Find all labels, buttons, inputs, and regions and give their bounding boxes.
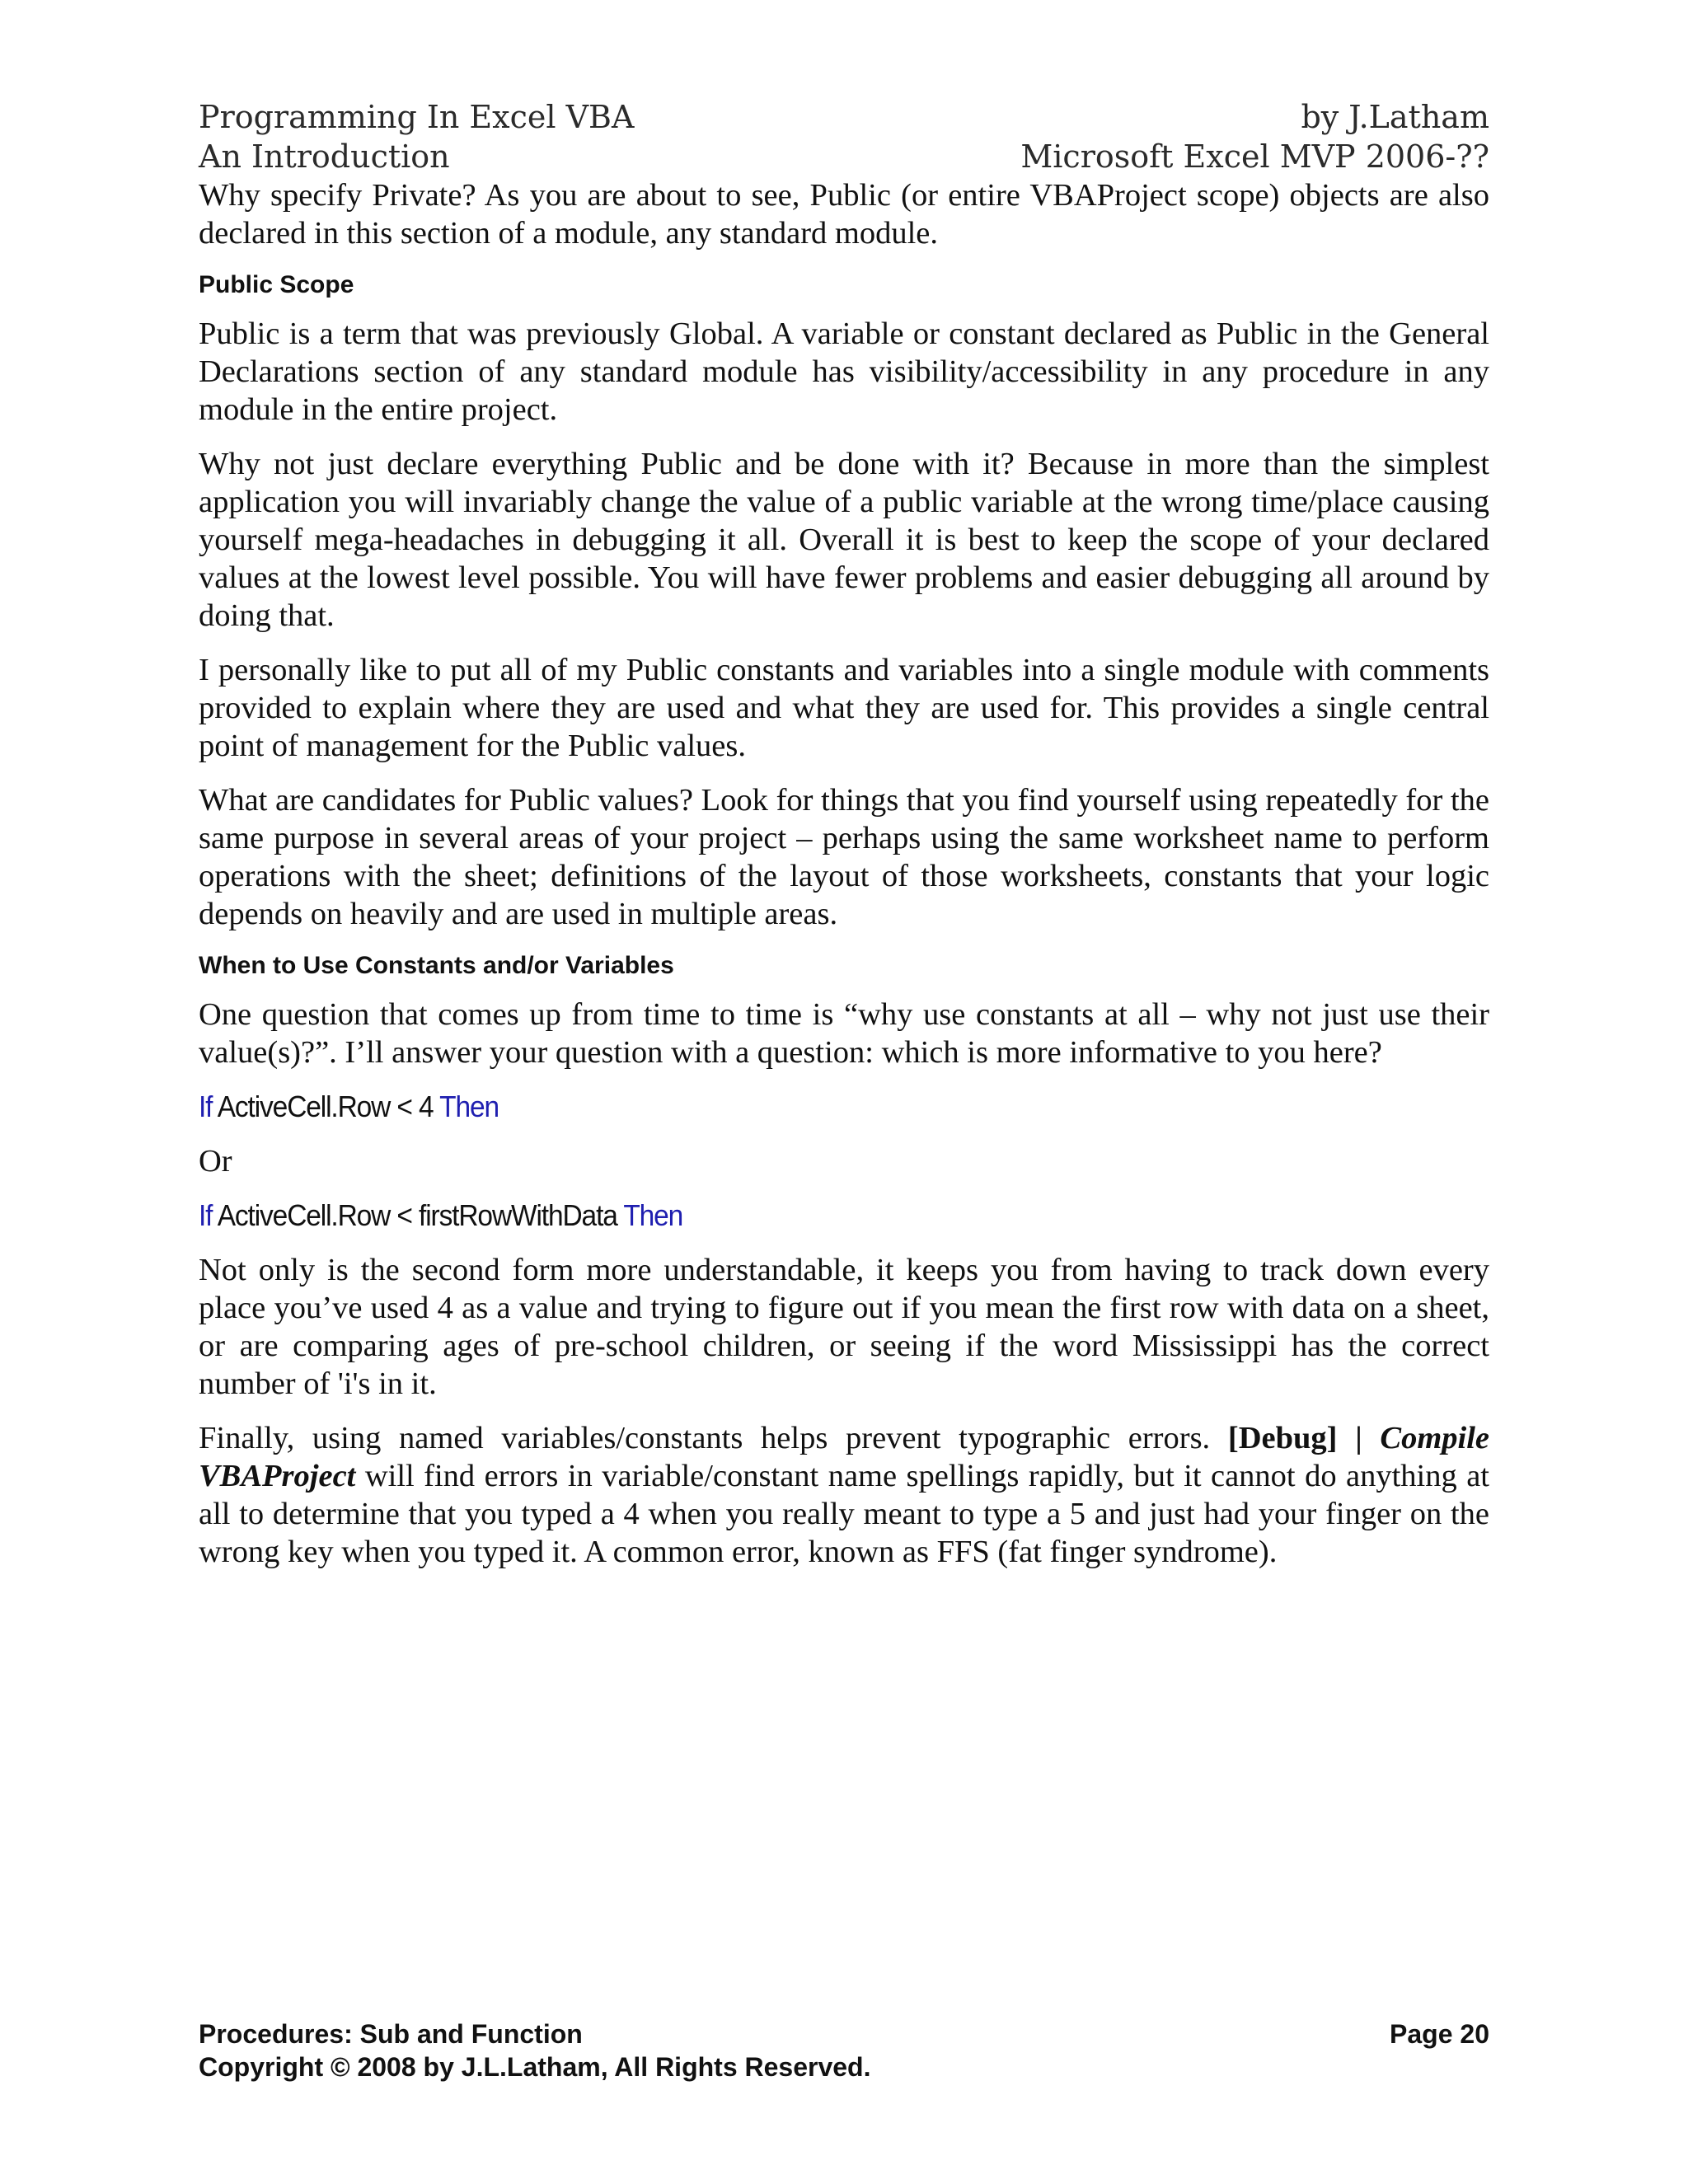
heading-when-to-use: When to Use Constants and/or Variables bbox=[199, 952, 674, 979]
paragraph-final bbox=[199, 1419, 1489, 1571]
final-lead-text: Finally, using named variables/constants helps prevent typographic errors. bbox=[199, 1421, 1228, 1455]
heading-public-scope: Public Scope bbox=[199, 271, 354, 298]
code-expression: ActiveCell.Row < firstRowWithData bbox=[212, 1198, 624, 1232]
footer-chapter: Procedures: Sub and Function bbox=[199, 2019, 583, 2049]
paragraph-when-2: Not only is the second form more understandable, it keeps you from having to track down every place you’ve used 4 as a value and trying to figure out if you mean the first row with data on a sheet, or are comparing ages of pre-school children, or seeing if the word Mississippi has the correct number of 'i's in it. bbox=[199, 1253, 1489, 1401]
compile-command-reference: Compile VBAProject bbox=[199, 1421, 1490, 1493]
code-keyword-then: Then bbox=[623, 1198, 683, 1232]
header-subtitle: An Introduction bbox=[199, 138, 450, 175]
paragraph-public-1: Public is a term that was previously Global. A variable or constant declared as Public in the General Declarations section of any standard module has visibility/accessibility in any procedure in any module in the entire project. bbox=[199, 316, 1489, 427]
or-text: Or bbox=[199, 1144, 232, 1179]
code-keyword-then: Then bbox=[439, 1090, 499, 1123]
page-footer bbox=[199, 2018, 1489, 2083]
code-example-2 bbox=[199, 1197, 1399, 1235]
paragraph-public-3: I personally like to put all of my Public constants and variables into a single module with comments provided to explain where they are used and what they are used for. This provides a single central point of management for the Public values. bbox=[199, 653, 1489, 763]
debug-menu-reference: [Debug] | bbox=[1227, 1421, 1381, 1455]
code-expression: ActiveCell.Row < 4 bbox=[212, 1090, 440, 1123]
footer-copyright: Copyright © 2008 by J.L.Latham, All Rights Reserved. bbox=[199, 2052, 871, 2082]
header-author: by J.Latham bbox=[1301, 99, 1489, 135]
header-credential: Microsoft Excel MVP 2006-?? bbox=[1020, 138, 1489, 175]
final-rest-text: will find errors in variable/constant name spellings rapidly, but it cannot do anything at all to determine that you typed a 4 when you really meant to type a 5 and just had your finger on the wrong key when you typed it. A common error, known as FFS (fat finger syndrome). bbox=[199, 1459, 1489, 1569]
footer-page-number: Page 20 bbox=[1390, 2019, 1489, 2049]
document-page bbox=[199, 97, 1489, 2158]
header-title: Programming In Excel VBA bbox=[199, 99, 635, 135]
code-keyword-if: If bbox=[199, 1198, 213, 1232]
intro-paragraph: Why specify Private? As you are about to see, Public (or entire VBAProject scope) objects are also declared in this section of a module, any standard module. bbox=[199, 178, 1489, 251]
paragraph-public-4: What are candidates for Public values? Look for things that you find yourself using repeatedly for the same purpose in several areas of your project – perhaps using the same worksheet name to perform operations with the sheet; definitions of the layout of those worksheets, constants that your logic depends on heavily and are used in multiple areas. bbox=[199, 783, 1489, 931]
page-header bbox=[199, 97, 1489, 176]
paragraph-when-1: One question that comes up from time to time is “why use constants at all – why not just use their value(s)?”. I’ll answer your question with a question: which is more informative to you here? bbox=[199, 997, 1489, 1070]
code-example-1 bbox=[199, 1088, 1399, 1126]
code-keyword-if: If bbox=[199, 1090, 213, 1123]
paragraph-public-2: Why not just declare everything Public and be done with it? Because in more than the simplest application you will invariably change the value of a public variable at the wrong time/place causing yourself mega-headaches in debugging it all. Overall it is best to keep the scope of your declared values at the lowest level possible. You will have fewer problems and easier debugging all around by doing that. bbox=[199, 447, 1489, 633]
